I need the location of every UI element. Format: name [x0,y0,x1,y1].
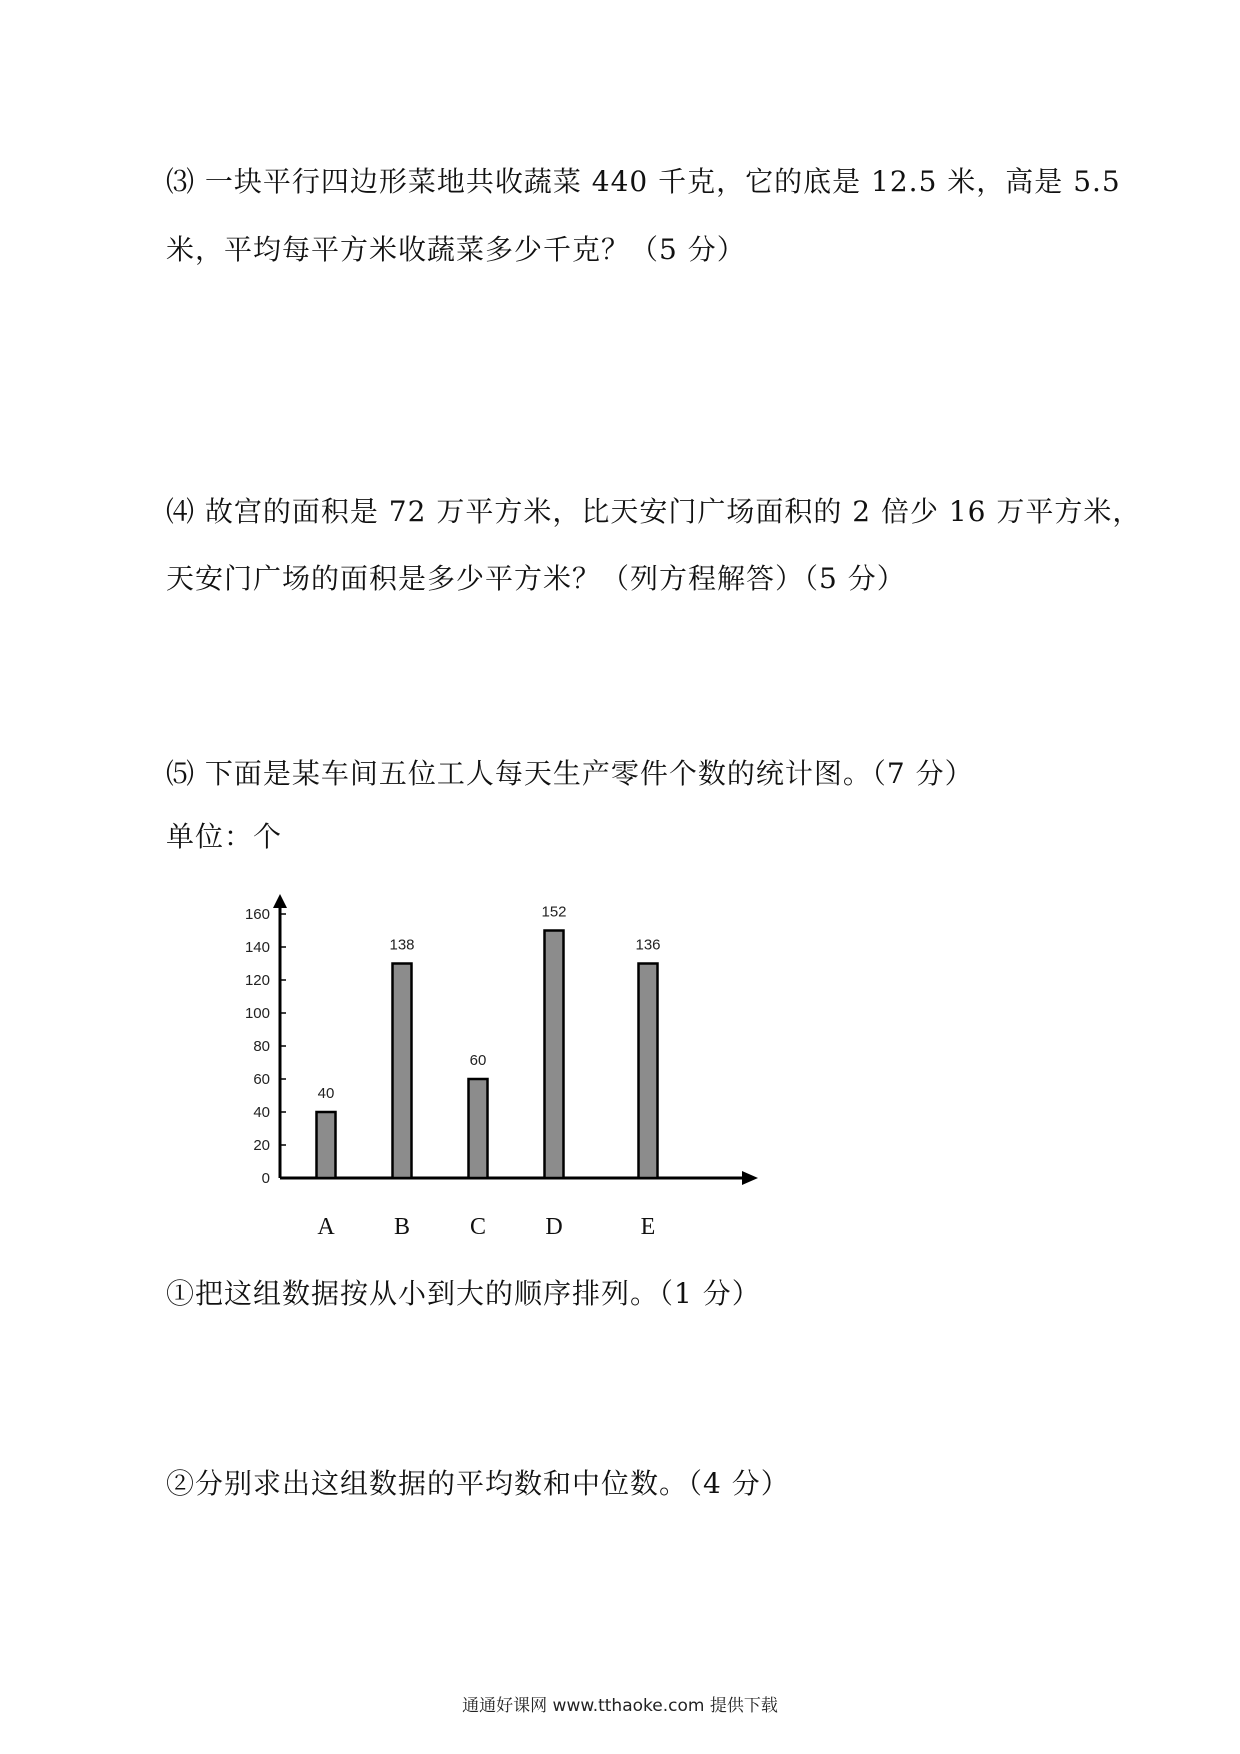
y-tick-label: 60 [253,1071,270,1088]
y-axis-arrow [273,894,287,908]
question-5-sub-1: ①把这组数据按从小到大的顺序排列。（1 分） [166,1277,761,1310]
question-5-sub-2: ②分别求出这组数据的平均数和中位数。（4 分） [166,1467,790,1500]
bar-value-label: 152 [541,903,567,921]
y-tick-label: 0 [261,1170,270,1187]
question-4-line-2: 天安门广场的面积是多少平方米？（列方程解答）（5 分） [166,562,906,595]
x-category-label: C [469,1214,487,1240]
question-3-line-2: 米，平均每平方米收蔬菜多少千克？（5 分） [166,233,746,266]
x-category-label: D [545,1214,563,1240]
x-axis-arrow [742,1171,758,1185]
x-category-label: B [393,1214,411,1240]
bar-value-label: 40 [317,1085,335,1102]
x-category-label: A [317,1214,335,1240]
y-tick-label: 140 [244,939,270,956]
y-tick-label: 160 [244,906,270,923]
chart-unit-label: 单位：个 [166,820,283,853]
bar-c [469,1079,488,1178]
bar-d [545,931,564,1179]
question-4-line-1: ⑷ 故宫的面积是 72 万平方米，比天安门广场面积的 2 倍少 16 万平方米， [166,495,1142,528]
x-category-label: E [640,1214,656,1240]
bar-value-label: 136 [635,936,661,954]
y-tick-label: 20 [253,1137,270,1154]
bar-a [317,1112,336,1178]
y-tick-label: 80 [253,1038,270,1055]
bar-e [639,964,658,1179]
bar-chart [0,880,800,1260]
question-5-line-1: ⑸ 下面是某车间五位工人每天生产零件个数的统计图。（7 分） [166,757,974,790]
bar-value-label: 138 [389,936,415,954]
question-3-line-1: ⑶ 一块平行四边形菜地共收蔬菜 440 千克，它的底是 12.5 米，高是 5.5 [166,165,1121,198]
bar-b [393,964,412,1179]
y-tick-label: 100 [244,1005,270,1022]
y-tick-label: 40 [253,1104,270,1121]
footer-source: 通通好课网 www.tthaoke.com 提供下载 [462,1696,778,1716]
y-tick-label: 120 [244,972,270,989]
bar-value-label: 60 [469,1052,487,1069]
